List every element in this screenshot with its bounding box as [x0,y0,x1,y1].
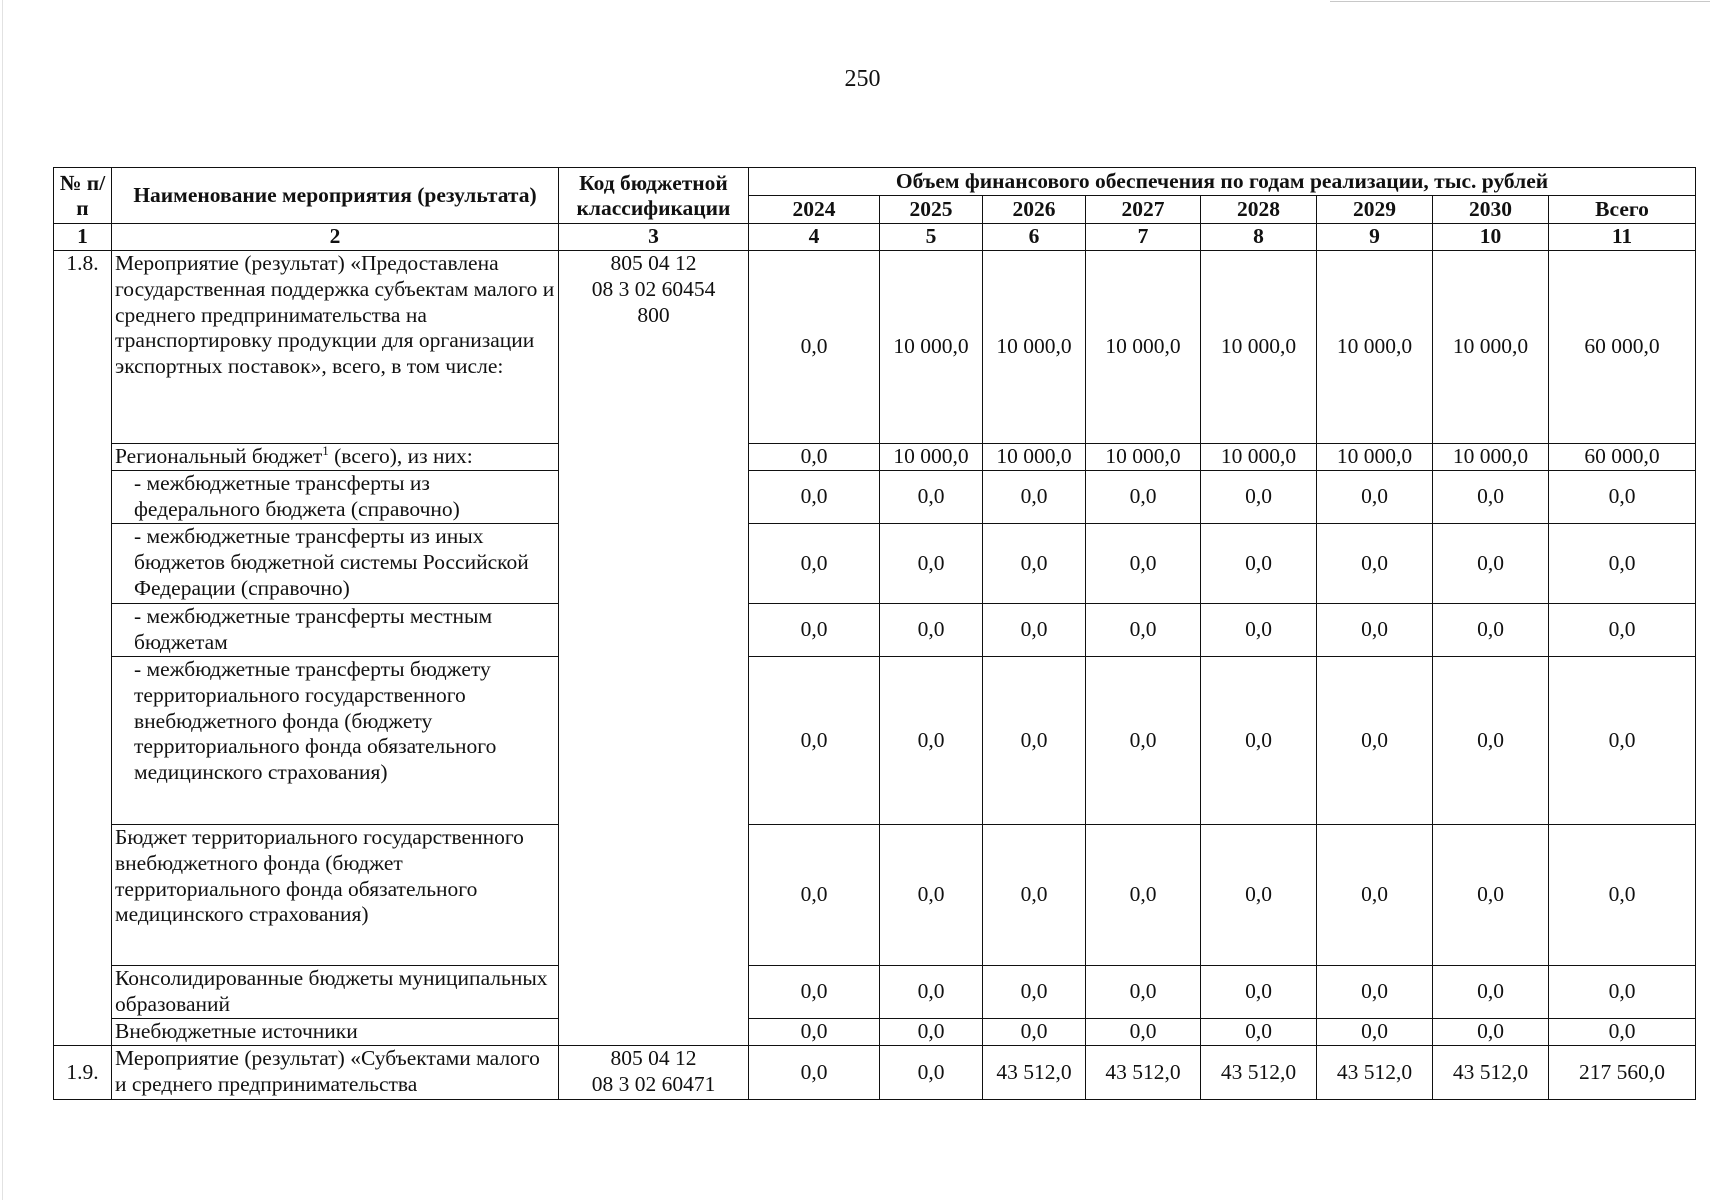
row-name: Внебюджетные источники [112,1019,559,1046]
header-year: 2030 [1433,196,1549,224]
value-cell: 0,0 [1201,1019,1317,1046]
value-cell: 0,0 [749,1046,880,1100]
column-number: 5 [880,224,983,251]
scan-edge-top [1330,1,1710,2]
value-cell: 0,0 [880,825,983,966]
table-row-extrabudgetary [54,1019,1696,1046]
row-name-text: Региональный бюджет [115,444,323,468]
value-cell: 10 000,0 [1433,251,1549,444]
header-code: Код бюджетной классификации [559,168,749,224]
page-number: 250 [844,66,881,92]
value-cell: 0,0 [1433,471,1549,524]
value-cell: 0,0 [1086,1019,1201,1046]
value-cell: 0,0 [749,1019,880,1046]
value-cell: 0,0 [1086,471,1201,524]
table-row-regional-budget [54,444,1696,471]
value-cell: 0,0 [1433,1019,1549,1046]
value-cell: 0,0 [1086,524,1201,604]
value-cell: 0,0 [880,1046,983,1100]
value-cell: 0,0 [983,604,1086,657]
column-number: 2 [112,224,559,251]
table-row-transfers-federal [54,471,1696,524]
value-cell: 0,0 [983,825,1086,966]
total-cell: 60 000,0 [1549,444,1696,471]
value-cell: 0,0 [1433,966,1549,1019]
value-cell: 0,0 [1317,966,1433,1019]
value-cell: 0,0 [1201,825,1317,966]
value-cell: 0,0 [1201,604,1317,657]
value-cell: 0,0 [1201,524,1317,604]
value-cell: 10 000,0 [1201,251,1317,444]
header-year: 2026 [983,196,1086,224]
row-name: Бюджет территориального государственного внебюджетного фонда (бюджет территориального фонда обязательного медицинского страхования) [112,825,559,966]
budget-code: 805 04 12 08 3 02 60454 800 [559,251,749,1046]
row-name [112,444,559,471]
header-name: Наименование мероприятия (результата) [112,168,559,224]
value-cell: 10 000,0 [1086,444,1201,471]
value-cell: 10 000,0 [1317,251,1433,444]
footnote-mark: 1 [322,442,329,458]
row-name: Мероприятие (результат) «Предоставлена государственная поддержка субъектам малого и среднего предпринимательства на транспортировку продукции для организации экспортных поставок», всего, в том числе: [112,251,559,444]
header-year: 2028 [1201,196,1317,224]
table-row-transfers-fund [54,657,1696,825]
row-name-suffix: (всего), из них: [328,444,473,468]
value-cell: 0,0 [880,471,983,524]
scan-edge-left [2,0,3,1200]
value-cell: 10 000,0 [880,444,983,471]
value-cell: 0,0 [1201,471,1317,524]
header-year: 2029 [1317,196,1433,224]
value-cell: 0,0 [983,471,1086,524]
value-cell: 0,0 [1317,1019,1433,1046]
row-index: 1.8. [54,251,112,1046]
header-year: 2024 [749,196,880,224]
value-cell: 0,0 [1317,657,1433,825]
value-cell: 0,0 [1317,604,1433,657]
value-cell: 0,0 [1433,825,1549,966]
value-cell: 0,0 [983,657,1086,825]
total-cell: 217 560,0 [1549,1046,1696,1100]
value-cell: 0,0 [1086,604,1201,657]
value-cell: 0,0 [749,604,880,657]
value-cell: 0,0 [880,657,983,825]
row-name: Мероприятие (результат) «Субъектами малого и среднего предпринимательства [112,1046,559,1100]
total-cell: 0,0 [1549,471,1696,524]
value-cell: 0,0 [749,966,880,1019]
column-number: 11 [1549,224,1696,251]
column-number: 1 [54,224,112,251]
total-cell: 60 000,0 [1549,251,1696,444]
row-name: - межбюджетные трансферты из федерального бюджета (справочно) [112,471,559,524]
row-name: - межбюджетные трансферты местным бюджетам [112,604,559,657]
total-cell: 0,0 [1549,825,1696,966]
row-name: - межбюджетные трансферты из иных бюджетов бюджетной системы Российской Федерации (справочно) [112,524,559,604]
value-cell: 0,0 [1433,657,1549,825]
column-number: 9 [1317,224,1433,251]
value-cell: 0,0 [1317,524,1433,604]
value-cell: 0,0 [1317,825,1433,966]
column-number: 3 [559,224,749,251]
header-num: № п/п [54,168,112,224]
value-cell: 0,0 [1086,966,1201,1019]
value-cell: 0,0 [749,825,880,966]
header-total: Всего [1549,196,1696,224]
column-numbers-row [54,224,1696,251]
value-cell: 0,0 [1317,471,1433,524]
value-cell: 0,0 [880,1019,983,1046]
value-cell: 0,0 [983,1019,1086,1046]
table-row-territorial-fund [54,825,1696,966]
value-cell: 10 000,0 [1317,444,1433,471]
total-cell: 0,0 [1549,524,1696,604]
value-cell: 0,0 [983,966,1086,1019]
column-number: 7 [1086,224,1201,251]
total-cell: 0,0 [1549,966,1696,1019]
header-year: 2025 [880,196,983,224]
row-name: - межбюджетные трансферты бюджету территориального государственного внебюджетного фонда (бюджету территориального фонда обязательного медицинского страхования) [112,657,559,825]
header-volume: Объем финансового обеспечения по годам реализации, тыс. рублей [749,168,1696,196]
value-cell: 0,0 [749,444,880,471]
budget-code: 805 04 12 08 3 02 60471 [559,1046,749,1100]
header-year: 2027 [1086,196,1201,224]
value-cell: 0,0 [1433,604,1549,657]
total-cell: 0,0 [1549,1019,1696,1046]
header-row-1 [54,168,1696,196]
value-cell: 10 000,0 [983,444,1086,471]
total-cell: 0,0 [1549,657,1696,825]
column-number: 6 [983,224,1086,251]
value-cell: 0,0 [749,657,880,825]
row-name: Консолидированные бюджеты муниципальных образований [112,966,559,1019]
value-cell: 0,0 [749,471,880,524]
value-cell: 43 512,0 [1086,1046,1201,1100]
value-cell: 10 000,0 [1433,444,1549,471]
column-number: 8 [1201,224,1317,251]
value-cell: 0,0 [749,524,880,604]
table-row-1-8-main [54,251,1696,444]
table-row-municipal [54,966,1696,1019]
value-cell: 0,0 [880,524,983,604]
value-cell: 0,0 [1433,524,1549,604]
value-cell: 0,0 [983,524,1086,604]
value-cell: 0,0 [1086,825,1201,966]
total-cell: 0,0 [1549,604,1696,657]
value-cell: 43 512,0 [1317,1046,1433,1100]
value-cell: 43 512,0 [983,1046,1086,1100]
column-number: 4 [749,224,880,251]
value-cell: 10 000,0 [880,251,983,444]
value-cell: 0,0 [1201,657,1317,825]
value-cell: 10 000,0 [1086,251,1201,444]
value-cell: 43 512,0 [1433,1046,1549,1100]
value-cell: 0,0 [749,251,880,444]
value-cell: 0,0 [1086,657,1201,825]
table-row-1-9 [54,1046,1696,1100]
value-cell: 0,0 [1201,966,1317,1019]
column-number: 10 [1433,224,1549,251]
value-cell: 10 000,0 [1201,444,1317,471]
table-row-transfers-other [54,524,1696,604]
value-cell: 0,0 [880,966,983,1019]
budget-table [53,167,1696,1100]
row-index: 1.9. [54,1046,112,1100]
table-row-transfers-local [54,604,1696,657]
value-cell: 10 000,0 [983,251,1086,444]
value-cell: 0,0 [880,604,983,657]
value-cell: 43 512,0 [1201,1046,1317,1100]
